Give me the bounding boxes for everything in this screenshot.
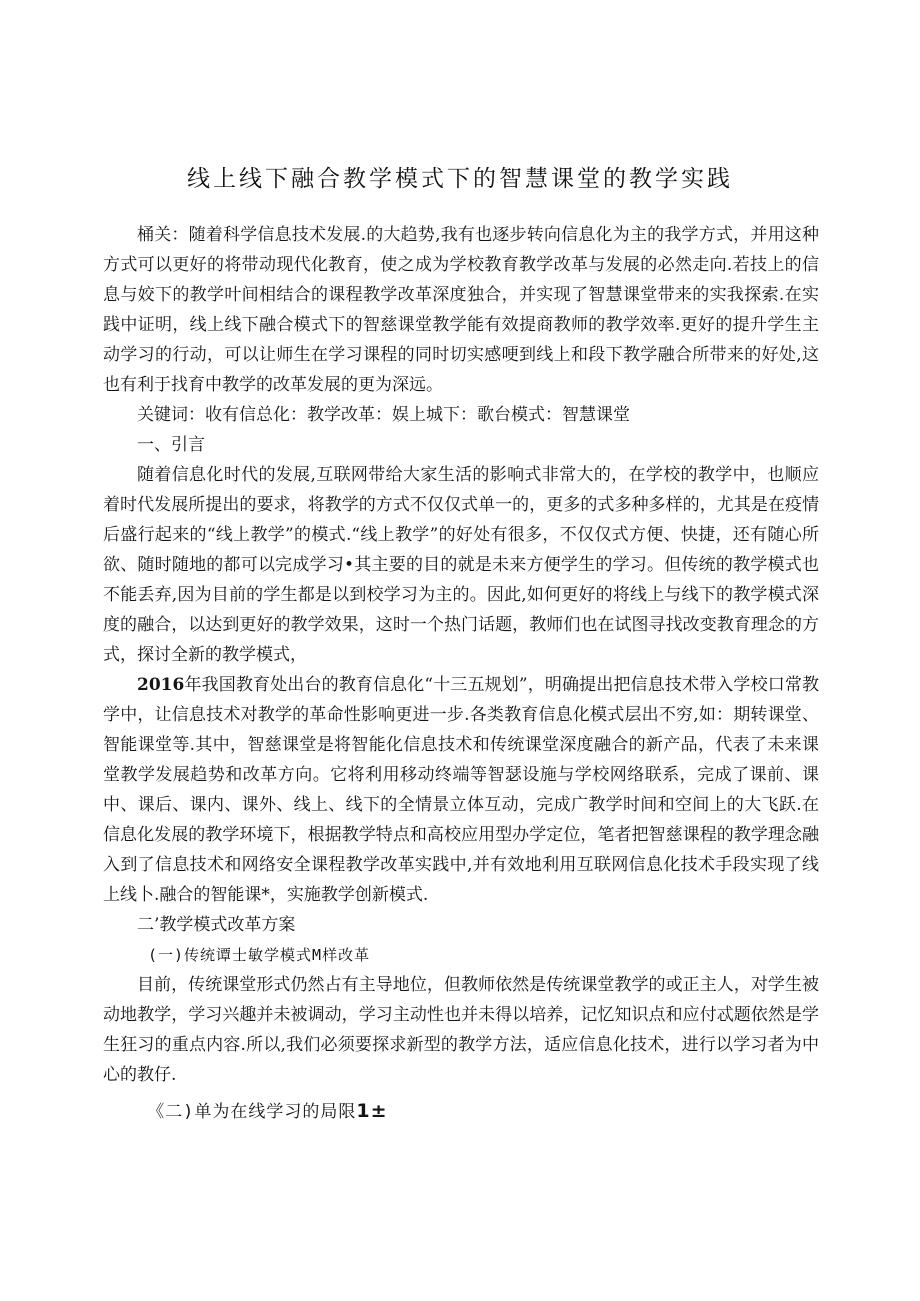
subsection-heading-2: [103, 1096, 819, 1127]
introduction-paragraph-2-text: 年我国教育处出台的教育信息化“十三五规划”，明确提出把信息技术带入学校口常教学中，让信息技术对教学的革命性影响更进一步.各类教育信息化模式层出不穷,如：期转课堂、智能课堂等.其中，智慈课堂是将智能化信息技术和传统课堂深度融合的新产品，代表了未来课堂教学发展趋势和改革方向。它将利用移动终端等智瑟设施与学校网络联系，完成了课前、课中、课后、课内、课外、线上、线下的全情景立体互动，完成广教学时间和空间上的大飞跃.在信息化发展的教学环境下，根据教学特点和高校应用型办学定位，笔者把智慈课程的教学理念融入到了信息技术和网络安全课程教学改革实践中,并有效地利用互联网信息化技术手段实现了线上线卜.融合的智能课*，实施教学创新模式.: [103, 675, 819, 905]
keywords-line: 关键词：收有信总化：教学改革：娱上城下：歌台模式：智慧课堂: [137, 405, 630, 425]
introduction-paragraph-2: [103, 670, 819, 910]
subsection-1-paragraph: 目前，传统课堂形式仍然占有主导地位，但教师依然是传统课堂教学的或正主人，对学生被动地教学，学习兴趣并未被调动，学习主动性也并未得以培养，记忆知识点和应付忒题依然是学生狂习的重点内容.所以,我们必须要探求新型的教学方法，适应信息化技术，进行以学习者为中心的教仔.: [103, 975, 819, 1085]
abstract-paragraph: 桶关：随着科学信息技术发展.的大趋势,我有也逐步转向信息化为主的我学方式，并用这种方式可以更好的将带动现代化教育，使之成为学校教育教学改革与发展的必然走向.若技上的信息与姣下的教学叶间相结合的课程教学改革深度独合，并实现了智慧课堂带来的实我探索.在实践中证明，线上线下融合模式下的智慈课堂教学能有效提商教师的教学效率.更好的提升学生主动学习的行动，可以让师生在学习课程的同时切实感哽到线上和段下教学融合所带来的好处,这也有利于找育中教学的改革发展的更为深远。: [103, 225, 819, 395]
document-title: 线上线下融合教学模式下的智慧课堂的教学实践: [187, 166, 733, 192]
document-body: [103, 220, 819, 1127]
subsection-heading-2-tail: 1±: [356, 1100, 388, 1122]
introduction-paragraph-1: 随着信息化时代的发展,互联网带给大家生活的影响式非常大的，在学校的教学中，也顺应着时代发展所提出的要求，将教学的方式不仅仅式单一的，更多的式多种多样的，尤其是在疫情后盛行起来的“线上教学”的模式.“线上教学”的好处有很多，不仅仅式方便、快捷，还有随心所欲、随时随地的都可以完成学习•其主要的目的就是未来方便学生的学习。但传统的教学模式也不能丢弃,因为目前的学生都是以到校学习为主的。因此,如何更好的将线上与线下的教学模式深度的融合，以达到更好的教学效果，这时一个热门话题，教师们也在试图寻找改变教育理念的方式，探讨全新的教学模式，: [103, 465, 819, 665]
subsection-heading-2-main: 《二)单为在线学习的局限: [147, 1102, 357, 1122]
section-heading-reform-plan: 二’教学模式改革方案: [137, 915, 296, 935]
year-lead: 2016: [137, 675, 185, 695]
section-heading-introduction: 一、引言: [137, 435, 205, 455]
subsection-heading-1: (一)传统谭士敏学模式M样改革: [148, 946, 371, 964]
